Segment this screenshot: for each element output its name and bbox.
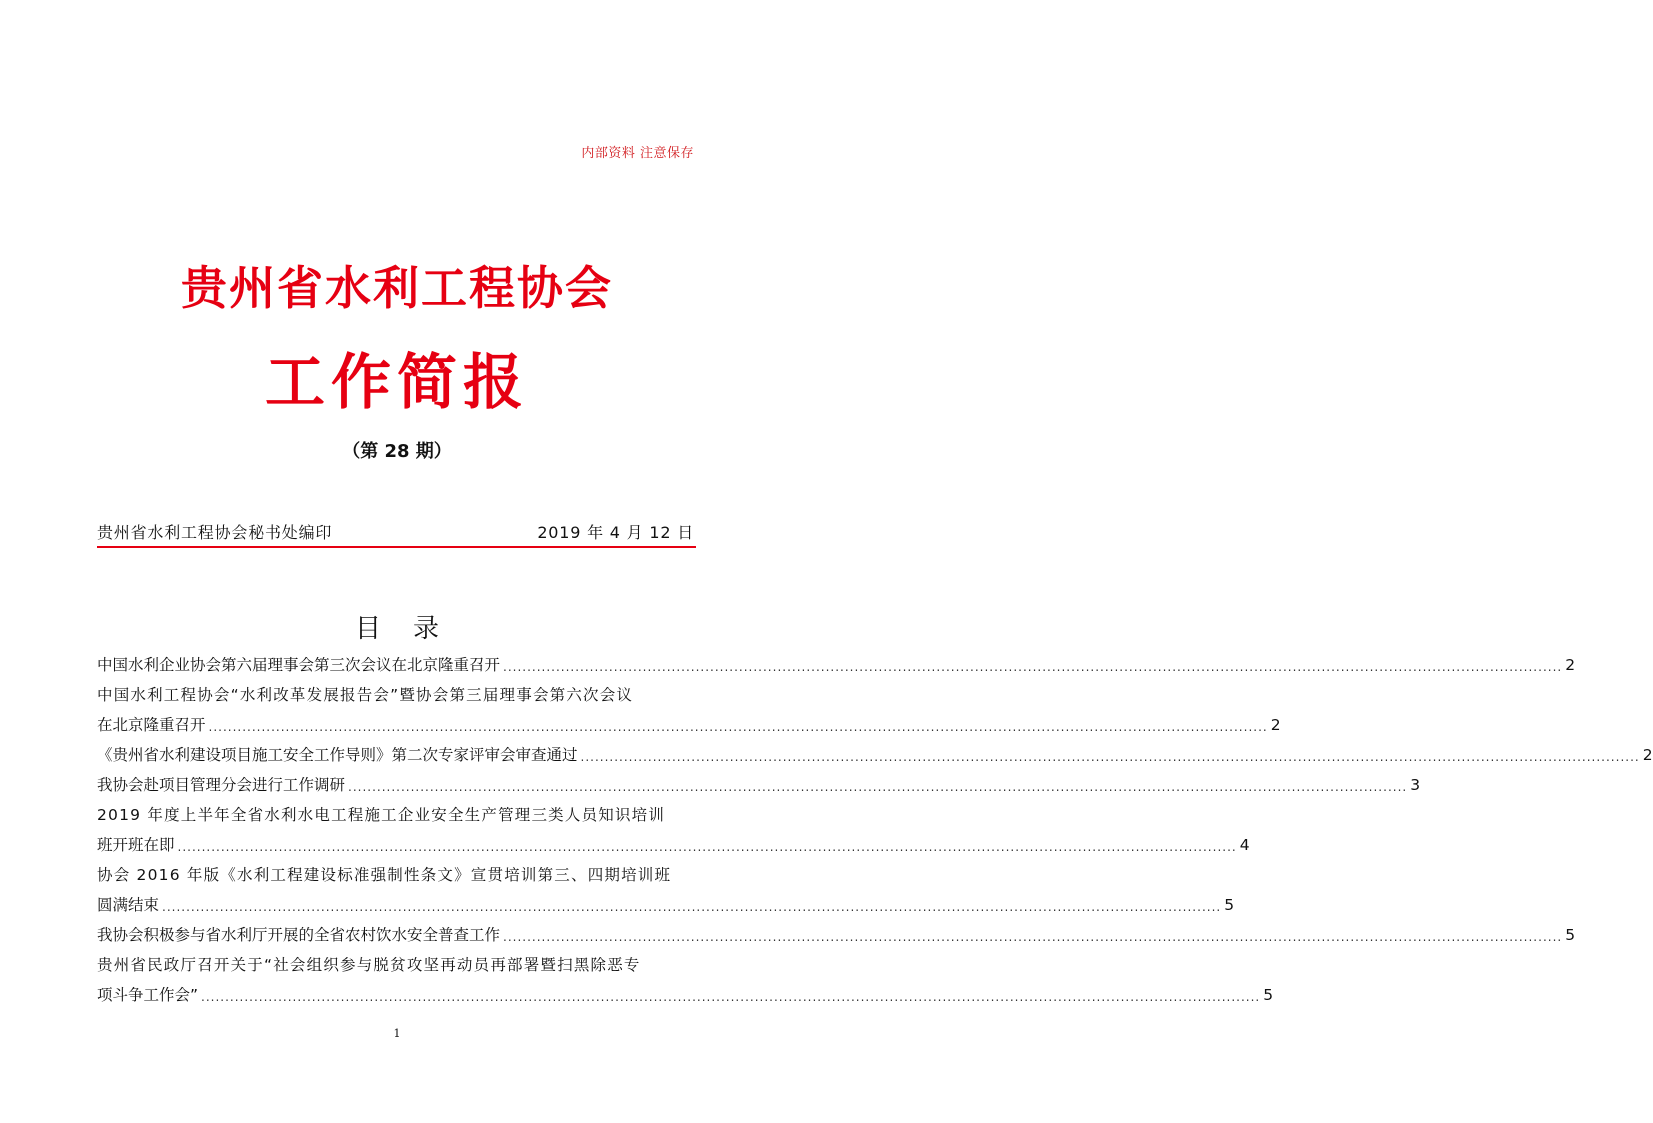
toc-page-number: 2 bbox=[1565, 656, 1576, 674]
toc-page-number: 3 bbox=[1410, 776, 1421, 794]
toc-page-number: 2 bbox=[1270, 716, 1281, 734]
toc-entry-title: 贵州省民政厅召开关于“社会组织参与脱贫攻坚再动员再部署暨扫黑除恶专 bbox=[97, 956, 641, 974]
issue-number: （第 28 期） bbox=[342, 441, 452, 462]
toc-heading: 目录 bbox=[354, 614, 471, 644]
toc-line bbox=[97, 980, 1274, 1010]
toc-page-number: 5 bbox=[1263, 986, 1274, 1004]
dot-leader: ............................................................................................................................................................................................................................ bbox=[208, 720, 1268, 734]
editor-label: 贵州省水利工程协会秘书处编印 bbox=[97, 523, 333, 542]
toc-entry-title: 协会 2016 年版《水利工程建设标准强制性条文》宣贯培训第三、四期培训班 bbox=[97, 866, 672, 884]
toc-entry-title: 圆满结束 bbox=[97, 896, 160, 914]
toc-entry-title: 在北京隆重召开 bbox=[97, 716, 206, 734]
toc-line bbox=[97, 770, 1421, 800]
toc-page-number: 2 bbox=[1642, 746, 1653, 764]
masthead-line bbox=[97, 520, 694, 543]
toc-page-number: 4 bbox=[1239, 836, 1250, 854]
dot-leader: ............................................................................................................................................................................................................................ bbox=[503, 930, 1563, 944]
toc-entry[interactable] bbox=[97, 740, 1653, 770]
toc-entry-title: 《贵州省水利建设项目施工安全工作导则》第二次专家评审会审查通过 bbox=[97, 746, 578, 764]
toc-entry[interactable] bbox=[97, 920, 1576, 950]
toc-entry-title: 中国水利工程协会“水利改革发展报告会”暨协会第三届理事会第六次会议 bbox=[97, 686, 634, 704]
toc-line bbox=[97, 950, 697, 980]
toc-entry-title: 2019 年度上半年全省水利水电工程施工企业安全生产管理三类人员知识培训 bbox=[97, 806, 666, 824]
toc-entry[interactable] bbox=[97, 680, 1281, 740]
page-number: 1 bbox=[393, 1027, 401, 1040]
dot-leader: ............................................................................................................................................................................................................................ bbox=[580, 750, 1640, 764]
toc-line bbox=[97, 800, 697, 830]
toc-line bbox=[97, 710, 1281, 740]
dot-leader: ............................................................................................................................................................................................................................ bbox=[503, 660, 1563, 674]
organization-title: 贵州省水利工程协会 bbox=[181, 261, 613, 315]
toc-line bbox=[97, 680, 697, 710]
toc-entry[interactable] bbox=[97, 860, 1235, 920]
toc-line bbox=[97, 830, 1250, 860]
toc-entry-title: 我协会赴项目管理分会进行工作调研 bbox=[97, 776, 346, 794]
toc-line bbox=[97, 740, 1653, 770]
publish-date: 2019 年 4 月 12 日 bbox=[537, 523, 694, 542]
toc-entry-title: 班开班在即 bbox=[97, 836, 175, 854]
toc-line bbox=[97, 650, 1576, 680]
toc-entry-title: 我协会积极参与省水利厅开展的全省农村饮水安全普查工作 bbox=[97, 926, 501, 944]
dot-leader: ............................................................................................................................................................................................................................ bbox=[162, 900, 1222, 914]
table-of-contents bbox=[97, 650, 1653, 1010]
dot-leader: ............................................................................................................................................................................................................................ bbox=[348, 780, 1408, 794]
brief-title: 工作简报 bbox=[265, 348, 529, 418]
toc-entry[interactable] bbox=[97, 770, 1421, 800]
toc-line bbox=[97, 920, 1576, 950]
toc-page-number: 5 bbox=[1224, 896, 1235, 914]
toc-page-number: 5 bbox=[1565, 926, 1576, 944]
red-divider bbox=[97, 546, 696, 548]
toc-line bbox=[97, 860, 697, 890]
toc-entry-title: 中国水利企业协会第六届理事会第三次会议在北京隆重召开 bbox=[97, 656, 501, 674]
toc-entry-title: 项斗争工作会” bbox=[97, 986, 199, 1004]
toc-line bbox=[97, 890, 1235, 920]
toc-entry[interactable] bbox=[97, 650, 1576, 680]
toc-entry[interactable] bbox=[97, 950, 1274, 1010]
dot-leader: ............................................................................................................................................................................................................................ bbox=[177, 840, 1237, 854]
confidential-note: 内部资料 注意保存 bbox=[581, 146, 694, 161]
toc-entry[interactable] bbox=[97, 800, 1250, 860]
dot-leader: ............................................................................................................................................................................................................................ bbox=[201, 990, 1261, 1004]
